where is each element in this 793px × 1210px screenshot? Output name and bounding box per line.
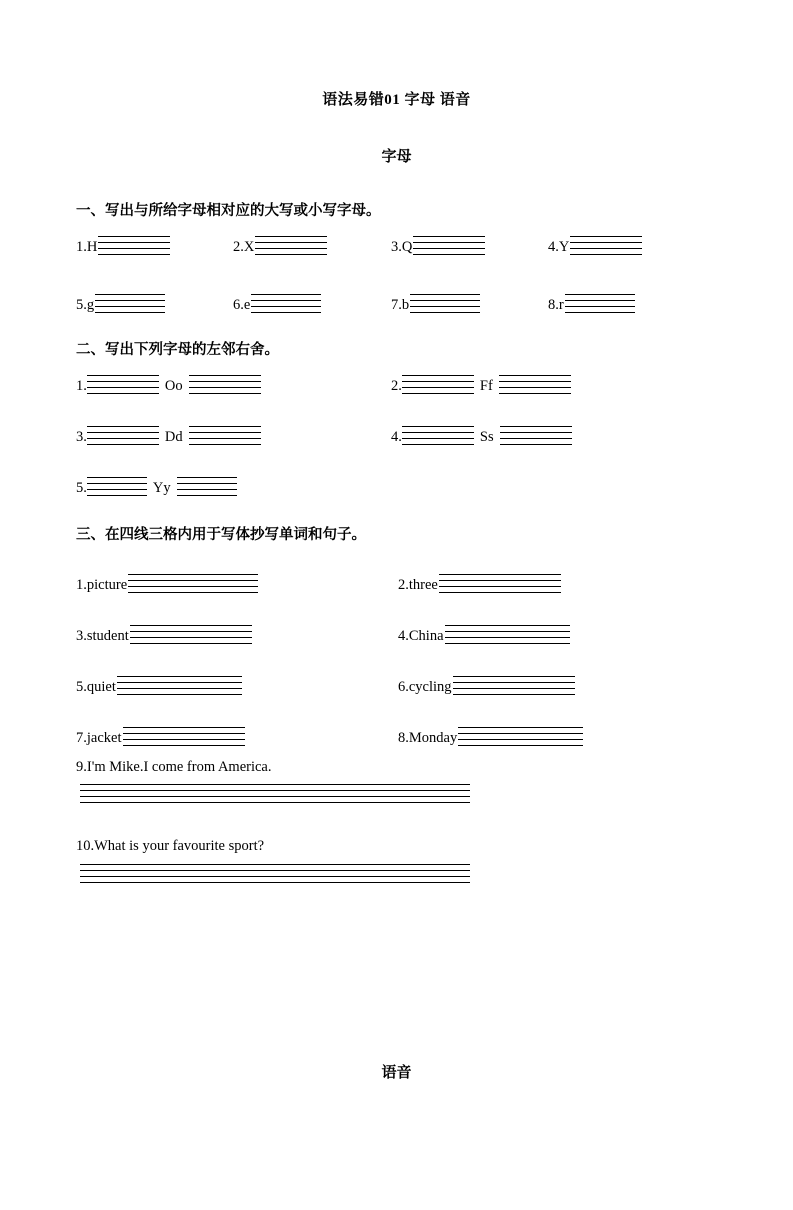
copy-word-6-label: 6.cycling — [398, 678, 452, 695]
four-line-staff — [87, 477, 147, 496]
letter-item-3-label: 3.Q — [391, 238, 413, 255]
copy-word-5 — [76, 676, 242, 695]
worksheet-page — [0, 88, 793, 1210]
four-line-staff — [458, 727, 583, 746]
neighbour-item-1-number: 1. — [76, 377, 87, 394]
four-line-staff — [123, 727, 245, 746]
copy-word-3 — [76, 625, 252, 644]
page-title: 语法易错01 字母 语音 — [322, 92, 471, 108]
letter-item-1-label: 1.H — [76, 238, 98, 255]
letter-item-2 — [233, 236, 327, 255]
copy-word-8 — [398, 727, 583, 746]
letter-item-6-label: 6.e — [233, 296, 251, 313]
letter-item-7 — [391, 294, 480, 313]
four-line-staff — [565, 294, 635, 313]
neighbour-item-5 — [76, 477, 237, 496]
part-one-heading: 一、写出与所给字母相对应的大写或小写字母。 — [76, 203, 381, 219]
letter-item-4-label: 4.Y — [548, 238, 570, 255]
neighbour-item-4-letter: Ss — [479, 428, 494, 445]
copy-word-1-label: 1.picture — [76, 576, 128, 593]
neighbour-item-2-letter: Ff — [479, 377, 493, 394]
four-line-staff — [453, 676, 575, 695]
letter-item-7-label: 7.b — [391, 296, 410, 313]
copy-word-6 — [398, 676, 575, 695]
neighbour-item-2-number: 2. — [391, 377, 402, 394]
copy-sentence-9-label: 9.I'm Mike.I come from America. — [76, 759, 272, 775]
neighbour-item-1-letter: Oo — [164, 377, 183, 394]
four-line-staff — [445, 625, 570, 644]
letter-item-1 — [76, 236, 170, 255]
neighbour-item-3-letter: Dd — [164, 428, 183, 445]
part-three-grid — [76, 564, 717, 854]
four-line-staff — [189, 426, 261, 445]
four-line-staff — [189, 375, 261, 394]
neighbour-item-4-number: 4. — [391, 428, 402, 445]
neighbour-item-5-number: 5. — [76, 479, 87, 496]
copy-word-7-label: 7.jacket — [76, 729, 122, 746]
four-line-staff — [87, 426, 159, 445]
copy-word-1 — [76, 574, 258, 593]
copy-sentence-10-label: 10.What is your favourite sport? — [76, 838, 265, 854]
letter-item-5-label: 5.g — [76, 296, 95, 313]
four-line-staff — [128, 574, 258, 593]
four-line-staff — [251, 294, 321, 313]
four-line-staff — [439, 574, 561, 593]
section-title-phonetics: 语音 — [381, 1065, 412, 1081]
letter-item-5 — [76, 294, 165, 313]
letter-item-3 — [391, 236, 485, 255]
letter-item-8-label: 8.r — [548, 296, 564, 313]
four-line-staff — [410, 294, 480, 313]
copy-word-7 — [76, 727, 245, 746]
copy-word-2-label: 2.three — [398, 576, 438, 593]
four-line-staff — [117, 676, 242, 695]
four-line-staff — [87, 375, 159, 394]
four-line-staff — [413, 236, 485, 255]
neighbour-item-5-letter: Yy — [152, 479, 171, 496]
copy-word-2 — [398, 574, 561, 593]
four-line-staff — [255, 236, 327, 255]
four-line-staff — [80, 784, 470, 803]
copy-word-4 — [398, 625, 570, 644]
four-line-staff — [130, 625, 252, 644]
copy-word-5-label: 5.quiet — [76, 678, 116, 695]
section-title-letters: 字母 — [381, 149, 412, 165]
part-two-heading: 二、写出下列字母的左邻右舍。 — [76, 342, 279, 358]
copy-word-8-label: 8.Monday — [398, 729, 458, 746]
part-one-grid — [76, 236, 717, 344]
letter-item-2-label: 2.X — [233, 238, 255, 255]
four-line-staff — [98, 236, 170, 255]
four-line-staff — [499, 375, 571, 394]
copy-word-3-label: 3.student — [76, 627, 129, 644]
four-line-staff — [402, 375, 474, 394]
letter-item-4 — [548, 236, 642, 255]
four-line-staff — [177, 477, 237, 496]
part-three-heading: 三、在四线三格内用于写体抄写单词和句子。 — [76, 527, 366, 543]
letter-item-8 — [548, 294, 635, 313]
neighbour-item-3 — [76, 426, 261, 445]
four-line-staff — [402, 426, 474, 445]
neighbour-item-4 — [391, 426, 572, 445]
neighbour-item-3-number: 3. — [76, 428, 87, 445]
part-two-grid — [76, 375, 717, 535]
letter-item-6 — [233, 294, 321, 313]
four-line-staff — [500, 426, 572, 445]
four-line-staff — [80, 864, 470, 883]
neighbour-item-1 — [76, 375, 261, 394]
copy-word-4-label: 4.China — [398, 627, 444, 644]
neighbour-item-2 — [391, 375, 571, 394]
four-line-staff — [95, 294, 165, 313]
four-line-staff — [570, 236, 642, 255]
